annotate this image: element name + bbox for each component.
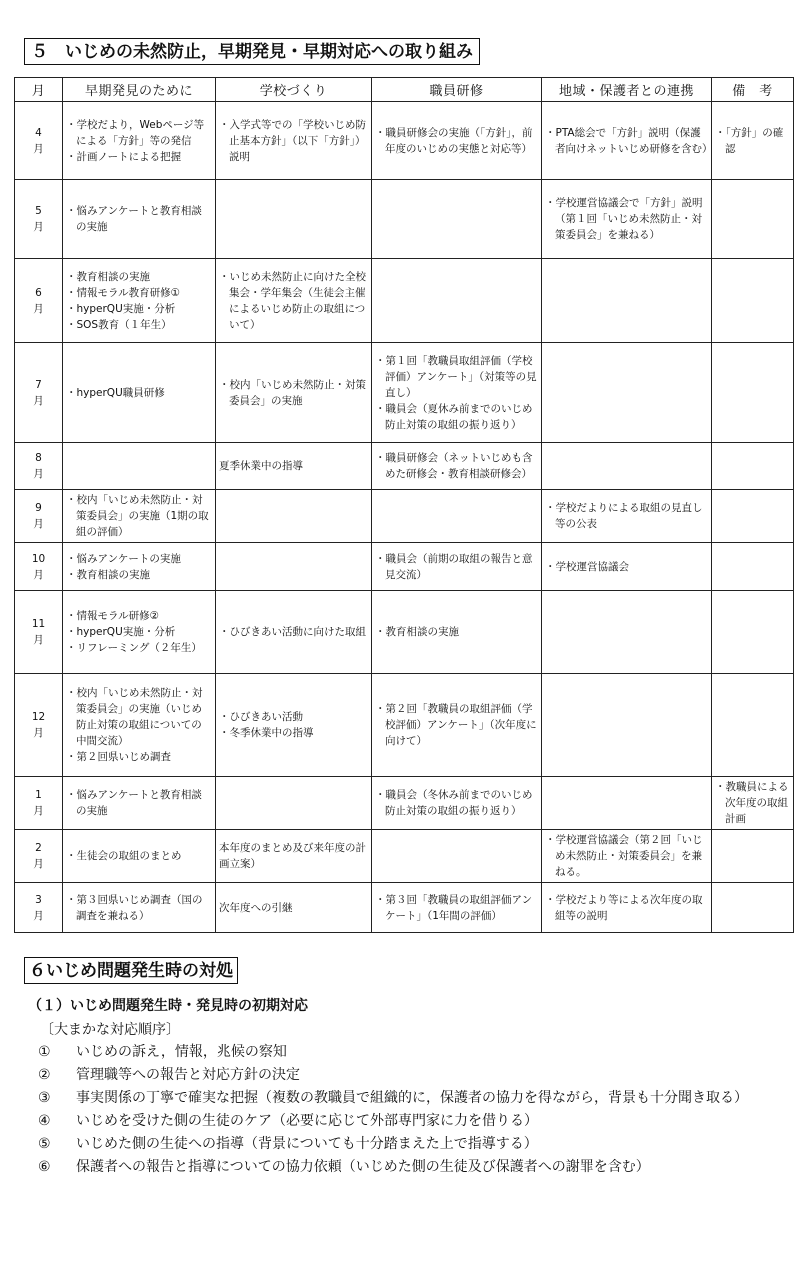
notes-cell (712, 259, 794, 343)
list-item: ・ 学校だよりによる取組の見直し等の公表 (545, 500, 708, 532)
header-month: 月 (15, 78, 63, 102)
month-label: 月 (33, 858, 44, 870)
step-text: 保護者への報告と指導についての協力依頼（いじめた側の生徒及び保護者への謝罪を含む） (76, 1159, 650, 1175)
step-number: ⑤ (38, 1136, 51, 1152)
list-item: ・ いじめ未然防止に向けた全校集会・学年集会（生徒会主催によるいじめ防止の取組について） (219, 269, 368, 333)
step-number: ④ (38, 1113, 51, 1129)
table-row (15, 777, 794, 830)
month-label: 8 (35, 452, 42, 464)
staff-training-cell (372, 490, 542, 543)
notes-cell (712, 180, 794, 259)
month-cell (15, 180, 63, 259)
early-detection-cell (63, 543, 216, 591)
list-item: ・ 職員研修会の実施（「方針」，前年度のいじめの実態と対応等） (375, 125, 538, 157)
list-item: ・ hyperQU職員研修 (66, 385, 212, 401)
list-item: ・ 第２回県いじめ調査 (66, 749, 212, 765)
notes-cell (712, 674, 794, 777)
month-cell (15, 830, 63, 883)
list-item: ・ 計画ノートによる把握 (66, 149, 212, 165)
month-label: 12 (31, 711, 46, 723)
month-label: 月 (33, 909, 44, 922)
staff-training-cell (372, 543, 542, 591)
section6-title: ６いじめ問題発生時の対処 (24, 957, 238, 984)
early-detection-cell (63, 180, 216, 259)
step-text: 事実関係の丁寧で確実な把握（複数の教職員で組織的に，保護者の協力を得ながら，背景も十分聞き取る） (76, 1090, 748, 1106)
table-row (15, 543, 794, 591)
list-item: ・ 教職員による次年度の取組計画 (715, 779, 790, 827)
notes-cell (712, 490, 794, 543)
annual-plan-table (14, 77, 794, 933)
list-item: ・ 職員研修会（ネットいじめも含めた研修会・教育相談研修会） (375, 450, 538, 482)
notes-cell (712, 543, 794, 591)
month-label: 月 (33, 142, 44, 155)
month-label: 9 (35, 502, 42, 514)
response-step (38, 1041, 798, 1064)
list-item: ・ 学校運営協議会（第２回「いじめ未然防止・対策委員会」を兼ねる。 (545, 832, 708, 880)
subsection1-title: （１）いじめ問題発生時・発見時の初期対応 (28, 998, 308, 1014)
list-item: ・ 教育相談の実施 (66, 567, 212, 583)
list-item: ・ 学校運営協議会で「方針」説明（第１回「いじめ未然防止・対策委員会」を兼ねる） (545, 195, 708, 243)
staff-training-cell (372, 830, 542, 883)
table-row (15, 883, 794, 933)
list-item: ・ 「方針」の確認 (715, 125, 790, 157)
step-number: ② (38, 1067, 51, 1083)
month-cell (15, 443, 63, 490)
school-building-cell (216, 259, 372, 343)
step-number: ③ (38, 1090, 51, 1106)
table-row (15, 591, 794, 674)
early-detection-cell (63, 591, 216, 674)
list-item: ・ hyperQU実施・分析 (66, 624, 212, 640)
month-cell (15, 883, 63, 933)
list-item: ・ ひびきあい活動 (219, 709, 368, 725)
month-label: 月 (33, 568, 44, 581)
list-item: ・ 第３回「教職員の取組評価アンケート」（1年間の評価） (375, 892, 538, 924)
school-building-cell (216, 180, 372, 259)
step-number: ⑥ (38, 1159, 51, 1175)
month-label: 7 (35, 378, 42, 391)
early-detection-cell (63, 777, 216, 830)
school-building-cell (216, 443, 372, 490)
month-label: 月 (33, 394, 44, 407)
staff-training-cell (372, 443, 542, 490)
school-building-cell (216, 591, 372, 674)
list-item: ・ SOS教育（１年生） (66, 317, 212, 333)
step-text: いじめた側の生徒への指導（背景についても十分踏まえた上で指導する） (76, 1136, 538, 1152)
header-early-detection: 早期発見のために (63, 78, 216, 102)
table-row (15, 490, 794, 543)
month-label: 月 (33, 805, 44, 817)
list-item: ・ 職員会（前期の取組の報告と意見交流） (375, 551, 538, 583)
school-building-cell (216, 674, 372, 777)
list-item: ・ 学校だより，Webページ等による「方針」等の発信 (66, 117, 212, 149)
response-step (38, 1064, 798, 1087)
list-item: ・ 情報モラル研修② (66, 608, 212, 624)
month-label: 5 (35, 205, 42, 217)
month-label: 3 (35, 893, 42, 906)
community-cell (542, 674, 712, 777)
list-item: ・ 第３回県いじめ調査（国の調査を兼ねる） (66, 892, 212, 924)
notes-cell (712, 591, 794, 674)
month-label: 4 (35, 126, 42, 139)
table-row (15, 830, 794, 883)
community-cell (542, 180, 712, 259)
table-header-row (15, 78, 794, 102)
list-item: 次年度への引継 (219, 901, 293, 914)
month-label: 月 (33, 468, 44, 480)
notes-cell (712, 343, 794, 443)
table-row (15, 180, 794, 259)
school-building-cell (216, 830, 372, 883)
early-detection-cell (63, 830, 216, 883)
order-note: 〔大まかな対応順序〕 (40, 1022, 180, 1038)
staff-training-cell (372, 883, 542, 933)
step-text: いじめの訴え，情報，兆候の察知 (76, 1044, 287, 1060)
staff-training-cell (372, 674, 542, 777)
month-cell (15, 259, 63, 343)
staff-training-cell (372, 591, 542, 674)
month-cell (15, 674, 63, 777)
list-item: ・ 職員会（冬休み前までのいじめ防止対策の取組の振り返り） (375, 787, 538, 819)
list-item: ・ ひびきあい活動に向けた取組 (219, 624, 368, 640)
list-item: ・ 教育相談の実施 (375, 624, 538, 640)
step-number: ① (38, 1044, 51, 1060)
school-building-cell (216, 102, 372, 180)
list-item: ・ 入学式等での「学校いじめ防止基本方針」（以下「方針」）説明 (219, 117, 368, 165)
list-item: 夏季休業中の指導 (219, 460, 303, 472)
staff-training-cell (372, 777, 542, 830)
list-item: ・ 第１回「教職員取組評価（学校評価）アンケート」（対策等の見直し） (375, 353, 538, 401)
month-cell (15, 490, 63, 543)
month-label: 10 (31, 552, 46, 565)
notes-cell (712, 883, 794, 933)
community-cell (542, 102, 712, 180)
response-step (38, 1156, 798, 1179)
staff-training-cell (372, 259, 542, 343)
annual-plan-body (15, 102, 794, 933)
month-label: 月 (33, 518, 44, 530)
notes-cell (712, 443, 794, 490)
section5-title: ５ いじめの未然防止，早期発見・早期対応への取り組み (24, 38, 480, 65)
community-cell (542, 830, 712, 883)
early-detection-cell (63, 674, 216, 777)
list-item: ・ 悩みアンケートの実施 (66, 551, 212, 567)
list-item: 本年度のまとめ及び来年度の計画立案） (219, 842, 366, 870)
school-building-cell (216, 883, 372, 933)
response-step (38, 1110, 798, 1133)
staff-training-cell (372, 343, 542, 443)
month-cell (15, 543, 63, 591)
school-building-cell (216, 343, 372, 443)
month-label: 月 (33, 727, 44, 739)
header-staff-training: 職員研修 (372, 78, 542, 102)
early-detection-cell (63, 443, 216, 490)
early-detection-cell (63, 343, 216, 443)
early-detection-cell (63, 490, 216, 543)
community-cell (542, 343, 712, 443)
month-label: 2 (35, 842, 42, 854)
community-cell (542, 259, 712, 343)
early-detection-cell (63, 259, 216, 343)
staff-training-cell (372, 180, 542, 259)
list-item: ・ リフレーミング（２年生） (66, 640, 212, 656)
table-row (15, 343, 794, 443)
list-item: ・ hyperQU実施・分析 (66, 301, 212, 317)
month-label: 6 (35, 286, 42, 299)
notes-cell (712, 777, 794, 830)
list-item: ・ 校内「いじめ未然防止・対策委員会」の実施（1期の取組の評価） (66, 492, 212, 540)
header-notes: 備 考 (712, 78, 794, 102)
step-text: いじめを受けた側の生徒のケア（必要に応じて外部専門家に力を借りる） (76, 1113, 538, 1129)
list-item: ・ 悩みアンケートと教育相談の実施 (66, 203, 212, 235)
list-item: ・ 学校運営協議会 (545, 559, 708, 575)
header-school-building: 学校づくり (216, 78, 372, 102)
list-item: ・ 学校だより等による次年度の取組等の説明 (545, 892, 708, 924)
community-cell (542, 777, 712, 830)
list-item: ・ 悩みアンケートと教育相談の実施 (66, 787, 212, 819)
list-item: ・ 第２回「教職員の取組評価（学校評価）アンケート」（次年度に向けて） (375, 701, 538, 749)
list-item: ・ 校内「いじめ未然防止・対策委員会」の実施（いじめ防止対策の取組についての中間交流） (66, 685, 212, 749)
school-building-cell (216, 543, 372, 591)
step-text: 管理職等への報告と対応方針の決定 (76, 1067, 300, 1083)
early-detection-cell (63, 102, 216, 180)
community-cell (542, 883, 712, 933)
list-item: ・ PTA総会で「方針」説明（保護者向けネットいじめ研修を含む） (545, 125, 708, 157)
list-item: ・ 校内「いじめ未然防止・対策委員会」の実施 (219, 377, 368, 409)
month-cell (15, 102, 63, 180)
header-community: 地域・保護者との連携 (542, 78, 712, 102)
month-label: 1 (35, 789, 42, 801)
table-row (15, 259, 794, 343)
list-item: ・ 教育相談の実施 (66, 269, 212, 285)
notes-cell (712, 830, 794, 883)
month-cell (15, 343, 63, 443)
community-cell (542, 490, 712, 543)
school-building-cell (216, 777, 372, 830)
month-label: 11 (31, 618, 46, 630)
response-step (38, 1087, 798, 1110)
school-building-cell (216, 490, 372, 543)
response-steps (38, 1041, 798, 1179)
list-item: ・ 生徒会の取組のまとめ (66, 848, 212, 864)
community-cell (542, 443, 712, 490)
month-label: 月 (33, 221, 44, 233)
list-item: ・ 冬季休業中の指導 (219, 725, 368, 741)
community-cell (542, 543, 712, 591)
list-item: ・ 情報モラル教育研修① (66, 285, 212, 301)
community-cell (542, 591, 712, 674)
staff-training-cell (372, 102, 542, 180)
table-row (15, 443, 794, 490)
table-row (15, 674, 794, 777)
list-item: ・ 職員会（夏休み前までのいじめ防止対策の取組の振り返り） (375, 401, 538, 433)
early-detection-cell (63, 883, 216, 933)
month-cell (15, 591, 63, 674)
response-step (38, 1133, 798, 1156)
month-label: 月 (33, 634, 44, 646)
table-row (15, 102, 794, 180)
notes-cell (712, 102, 794, 180)
month-cell (15, 777, 63, 830)
month-label: 月 (33, 302, 44, 315)
